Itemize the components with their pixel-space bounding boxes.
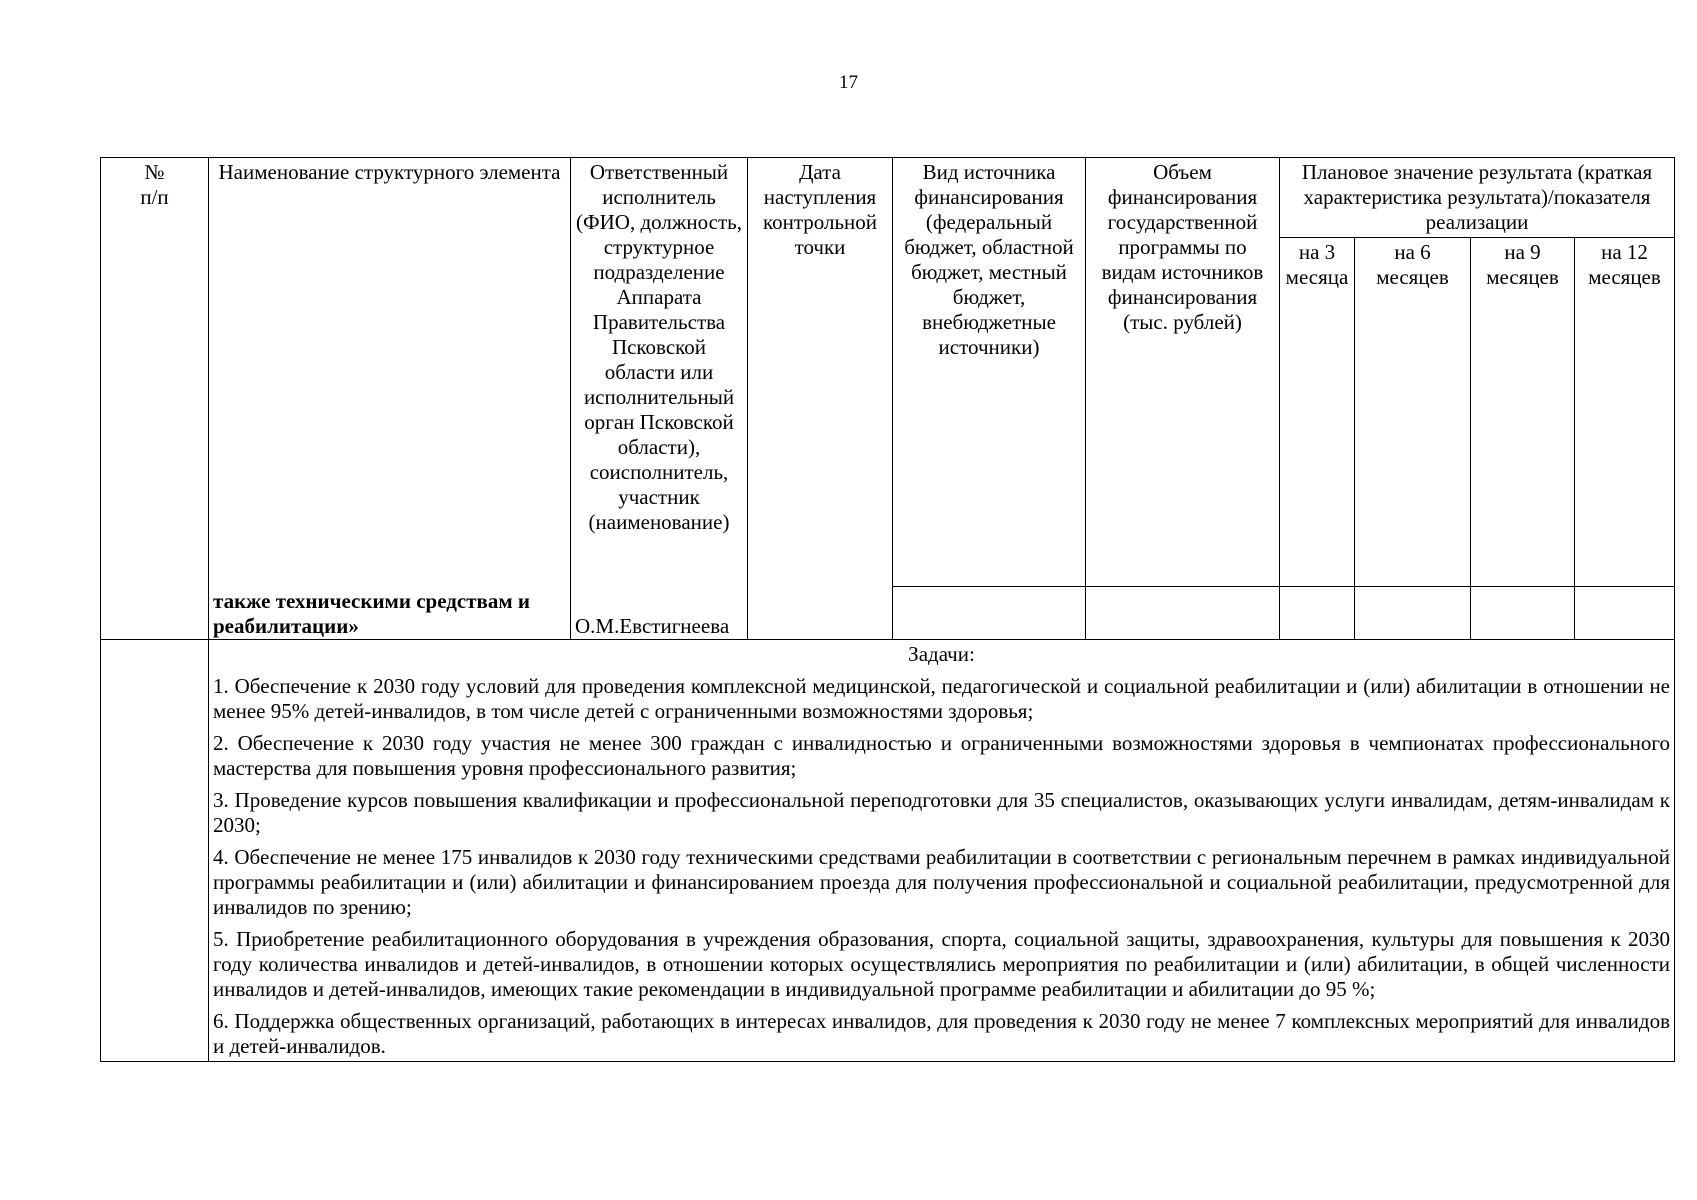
header-m3: на 3 месяца xyxy=(1280,238,1355,587)
header-planned: Плановое значение результата (краткая характеристика результата)/показателя реализации xyxy=(1280,158,1675,238)
tasks-row xyxy=(101,639,1675,1061)
header-volume: Объем финансирования государственной программы по видам источников финансирования (тыс. рублей) xyxy=(1086,158,1280,587)
task-item-6: 6. Поддержка общественных организаций, работающих в интересах инвалидов, для проведения к 2030 году не менее 7 комплексных мероприятий для инвалидов и детей-инвалидов. xyxy=(213,1008,1670,1058)
element-m6 xyxy=(1355,587,1471,640)
element-source xyxy=(893,587,1086,640)
element-name-tail: также техническими средствам и реабилитации» xyxy=(209,587,571,640)
task-item-1: 1. Обеспечение к 2030 году условий для проведения комплексной медицинской, педагогической и социальной реабилитации и (или) абилитации в отношении не менее 95% детей-инвалидов, в том числе детей с ограниченными возможностями здоровья; xyxy=(213,673,1670,723)
element-executor-tail: О.М.Евстигнеева xyxy=(571,587,748,640)
page-number: 17 xyxy=(839,72,858,93)
tasks-cell xyxy=(209,639,1675,1061)
tasks-heading: Задачи: xyxy=(908,641,975,666)
element-volume xyxy=(1086,587,1280,640)
header-name: Наименование структурного элемента xyxy=(209,158,571,587)
plan-table xyxy=(100,157,1675,1062)
header-date: Дата наступления контрольной точки xyxy=(748,158,893,640)
task-item-2: 2. Обеспечение к 2030 году участия не менее 300 граждан с инвалидностью и ограниченными возможностями здоровья в чемпионатах профессионального мастерства для повышения уровня профессионального развития; xyxy=(213,730,1670,780)
task-item-3: 3. Проведение курсов повышения квалификации и профессиональной переподготовки для 35 специалистов, оказывающих услуги инвалидам, детям-инвалидам к 2030; xyxy=(213,787,1670,837)
tasks-num xyxy=(101,639,209,1061)
header-m6: на 6 месяцев xyxy=(1355,238,1471,587)
header-source: Вид источника финансирования (федеральный бюджет, областной бюджет, местный бюджет, внебюджетные источники) xyxy=(893,158,1086,587)
header-num: № п/п xyxy=(101,158,209,640)
header-row-1 xyxy=(101,158,1675,238)
task-item-5: 5. Приобретение реабилитационного оборудования в учреждения образования, спорта, социальной защиты, здравоохранения, культуры для повышения к 2030 году количества инвалидов и детей-инвалидов, в отношении которых осуществлялись мероприятия по реабилитации и (или) абилитации, в общей численности инвалидов и детей-инвалидов, имеющих такие рекомендации в индивидуальной программе реабилитации и абилитации до 95 %; xyxy=(213,926,1670,1001)
task-item-4: 4. Обеспечение не менее 175 инвалидов к 2030 году техническими средствами реабилитации в соответствии с региональным перечнем в рамках индивидуальной программы реабилитации и (или) абилитации и финансированием проезда для получения профессиональной и социальной реабилитации, предусмотренной для инвалидов по зрению; xyxy=(213,844,1670,919)
element-m9 xyxy=(1471,587,1575,640)
element-m3 xyxy=(1280,587,1355,640)
header-m12: на 12 месяцев xyxy=(1575,238,1675,587)
header-executor: Ответственный исполнитель (ФИО, должность, структурное подразделение Аппарата Правительства Псковской области или исполнительный орган Псковской области), соисполнитель, участник (наименование) xyxy=(571,158,748,587)
element-m12 xyxy=(1575,587,1675,640)
header-m9: на 9 месяцев xyxy=(1471,238,1575,587)
